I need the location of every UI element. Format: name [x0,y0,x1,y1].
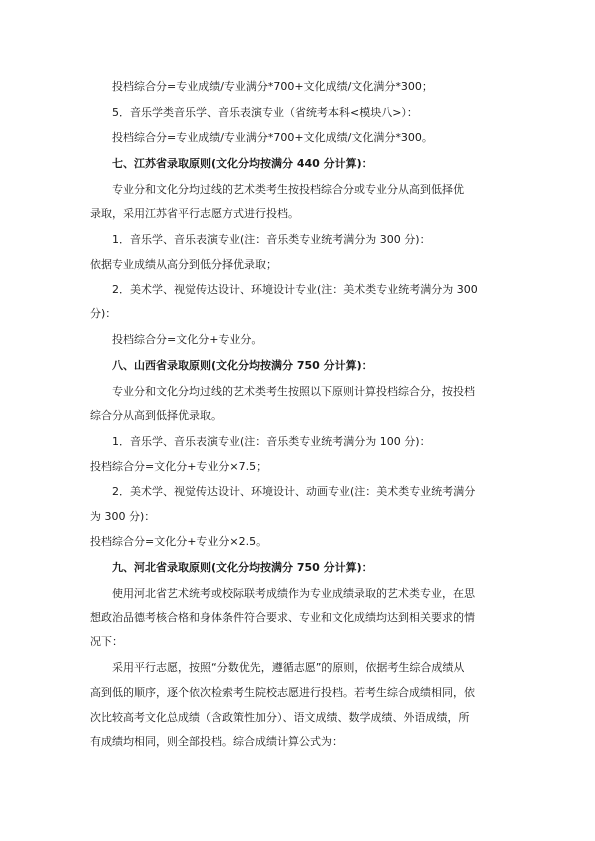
paragraph-line: 使用河北省艺术统考或校际联考成绩作为专业成绩录取的艺术类专业，在思 [112,587,475,600]
paragraph-line: 次比较高考文化总成绩（含政策性加分）、语文成绩、数学成绩、外语成绩，所 [90,711,470,724]
list-item: 5．音乐学类音乐学、音乐表演专业（省统考本科<模块八>）： [112,106,418,119]
paragraph-line: 专业分和文化分均过线的艺术类考生按照以下原则计算投档综合分，按投档 [112,385,475,398]
formula-line: 投档综合分=文化分+专业分。 [112,333,263,346]
list-item: 2．美术学、视觉传达设计、环境设计专业(注：美术类专业统考满分为 300 [112,283,478,296]
paragraph-line: 况下： [90,635,123,648]
formula-line: 投档综合分=专业成绩/专业满分*700+文化成绩/文化满分*300； [112,80,433,93]
section-heading-jiangsu: 七、江苏省录取原则(文化分均按满分 440 分计算)： [112,157,373,170]
paragraph-line: 采用平行志愿，按照“分数优先，遵循志愿”的原则，依据考生综合成绩从 [112,661,465,674]
formula-line: 投档综合分=专业成绩/专业满分*700+文化成绩/文化满分*300。 [112,131,433,144]
paragraph-line: 综合分从高到低择优录取。 [90,409,222,422]
section-heading-shanxi: 八、山西省录取原则(文化分均按满分 750 分计算)： [112,359,373,372]
formula-line: 投档综合分=文化分+专业分×7.5； [90,460,268,473]
paragraph-line: 录取，采用江苏省平行志愿方式进行投档。 [90,207,299,220]
formula-line: 投档综合分=文化分+专业分×2.5。 [90,535,268,548]
section-heading-hebei: 九、河北省录取原则(文化分均按满分 750 分计算)： [112,561,373,574]
paragraph-line: 分)： [90,307,117,320]
list-item: 1．音乐学、音乐表演专业(注：音乐类专业统考满分为 300 分)： [112,233,431,246]
paragraph-line: 高到低的顺序，逐个依次检索考生院校志愿进行投档。若考生综合成绩相同，依 [90,686,475,699]
paragraph-line: 依据专业成绩从高分到低分择优录取； [90,258,277,271]
paragraph-line: 专业分和文化分均过线的艺术类考生按投档综合分或专业分从高到低择优 [112,183,464,196]
paragraph-line: 想政治品德考核合格和身体条件符合要求、专业和文化成绩均达到相关要求的情 [90,611,475,624]
list-item: 1．音乐学、音乐表演专业(注：音乐类专业统考满分为 100 分)： [112,435,431,448]
paragraph-line: 有成绩均相同，则全部投档。综合成绩计算公式为： [90,735,343,748]
paragraph-line: 为 300 分)： [90,510,156,523]
list-item: 2．美术学、视觉传达设计、环境设计、动画专业(注：美术类专业统考满分 [112,485,476,498]
